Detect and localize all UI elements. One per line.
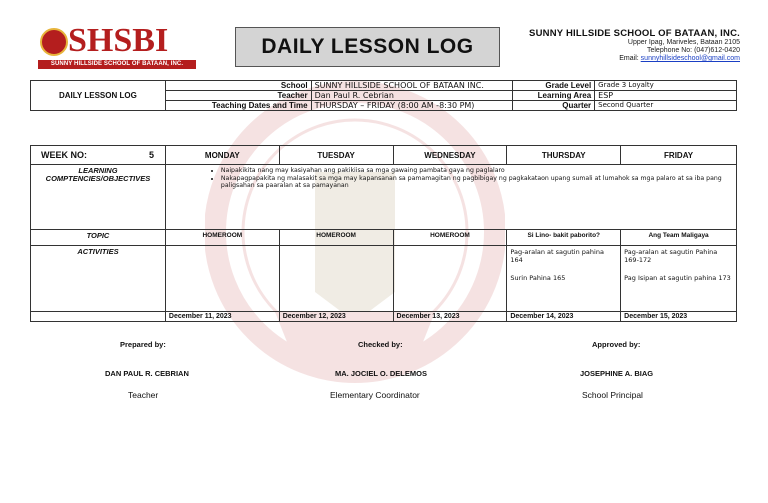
day-header: TUESDAY [279, 146, 393, 165]
activity-item: Pag Isipan at sagutin pahina 173 [624, 274, 731, 282]
document-title: DAILY LESSON LOG [235, 27, 500, 67]
activity-cell-friday [621, 246, 737, 312]
checked-label: Checked by: [358, 340, 403, 349]
email-link[interactable]: sunnyhillsideschool@gmail.com [640, 55, 740, 62]
checked-name: MA. JOCIEL O. DELEMOS [335, 369, 427, 378]
quarter-label: Quarter [513, 101, 595, 111]
day-header: WEDNESDAY [393, 146, 507, 165]
topic-cell: HOMEROOM [393, 230, 507, 246]
lesson-table [30, 145, 737, 322]
date-cell: December 13, 2023 [393, 312, 507, 322]
week-label: WEEK NO: [41, 150, 87, 160]
info-table [30, 80, 737, 111]
date-blank-cell [31, 312, 166, 322]
activity-cell [393, 246, 507, 312]
objective-item: • Naipakikita nang may kasiyahan ang pakikiisa sa mga gawaing pambata gaya ng paglalaro [221, 167, 733, 175]
logo-seal-icon [40, 28, 68, 56]
week-number: 5 [149, 150, 155, 160]
topic-cell: HOMEROOM [279, 230, 393, 246]
topic-cell: Ang Team Maligaya [621, 230, 737, 246]
approved-label: Approved by: [592, 340, 641, 349]
prepared-by-block [90, 340, 290, 400]
school-value: SUNNY HILLSIDE SCHOOL OF BATAAN INC. [311, 81, 513, 91]
activity-cell [165, 246, 279, 312]
day-header: MONDAY [165, 146, 279, 165]
date-cell: December 15, 2023 [621, 312, 737, 322]
objective-item: • Nakapagpapakita ng malasakit sa mga may kapansanan sa pamamagitan ng pagbibigay ng pagkakataon upang sumali at lumahok sa mga palaro at sa iba pang paligsahan sa paaralan at sa pamayanan [221, 175, 733, 190]
activity-item: Pag-aralan at sagutin Pahina 169-172 [624, 248, 718, 264]
activity-item: Pag-aralan at sagutin pahina 164 [510, 248, 604, 264]
competencies-label: LEARNING COMPTENCIES/OBJECTIVES [31, 165, 166, 230]
school-address: Upper Ipag, Mariveles, Bataan 2105 [627, 39, 740, 46]
grade-value: Grade 3 Loyalty [595, 81, 737, 91]
prepared-label: Prepared by: [120, 340, 166, 349]
school-info [510, 28, 740, 63]
school-label: School [165, 81, 311, 91]
logo-text: SHSBI [68, 22, 169, 59]
quarter-value: Second Quarter [595, 101, 737, 111]
activity-item: Surin Pahina 165 [510, 274, 566, 282]
prepared-name: DAN PAUL R. CEBRIAN [105, 369, 189, 378]
area-value: ESP [595, 91, 737, 101]
checked-position: Elementary Coordinator [330, 390, 420, 400]
objectives-cell [165, 165, 736, 230]
school-email [510, 55, 740, 63]
logo-subtext: SUNNY HILLSIDE SCHOOL OF BATAAN, INC. [38, 60, 196, 69]
school-logo [38, 22, 198, 72]
activity-cell-thursday [507, 246, 621, 312]
approved-name: JOSEPHINE A. BIAG [580, 369, 654, 378]
approved-by-block [570, 340, 768, 400]
date-cell: December 14, 2023 [507, 312, 621, 322]
day-header: FRIDAY [621, 146, 737, 165]
log-label: DAILY LESSON LOG [31, 81, 166, 111]
prepared-position: Teacher [128, 390, 159, 400]
teacher-label: Teacher [165, 91, 311, 101]
topic-cell: HOMEROOM [165, 230, 279, 246]
topic-cell: Si Lino- bakit paborito? [507, 230, 621, 246]
topic-label: TOPIC [31, 230, 166, 246]
email-label: Email: [619, 55, 639, 62]
school-name: SUNNY HILLSIDE SCHOOL OF BATAAN, INC. [529, 28, 740, 39]
approved-position: School Principal [582, 390, 643, 400]
activities-label: ACTIVITIES [31, 246, 166, 312]
activity-cell [279, 246, 393, 312]
school-telephone: Telephone No: (047)612-0420 [646, 47, 740, 54]
week-header [31, 146, 166, 165]
date-cell: December 12, 2023 [279, 312, 393, 322]
checked-by-block [330, 340, 530, 400]
area-label: Learning Area [513, 91, 595, 101]
dates-value: THURSDAY – FRIDAY (8:00 AM -8:30 PM) [311, 101, 513, 111]
dates-label: Teaching Dates and Time [165, 101, 311, 111]
day-header: THURSDAY [507, 146, 621, 165]
date-cell: December 11, 2023 [165, 312, 279, 322]
teacher-value: Dan Paul R. Cebrian [311, 91, 513, 101]
grade-label: Grade Level [513, 81, 595, 91]
